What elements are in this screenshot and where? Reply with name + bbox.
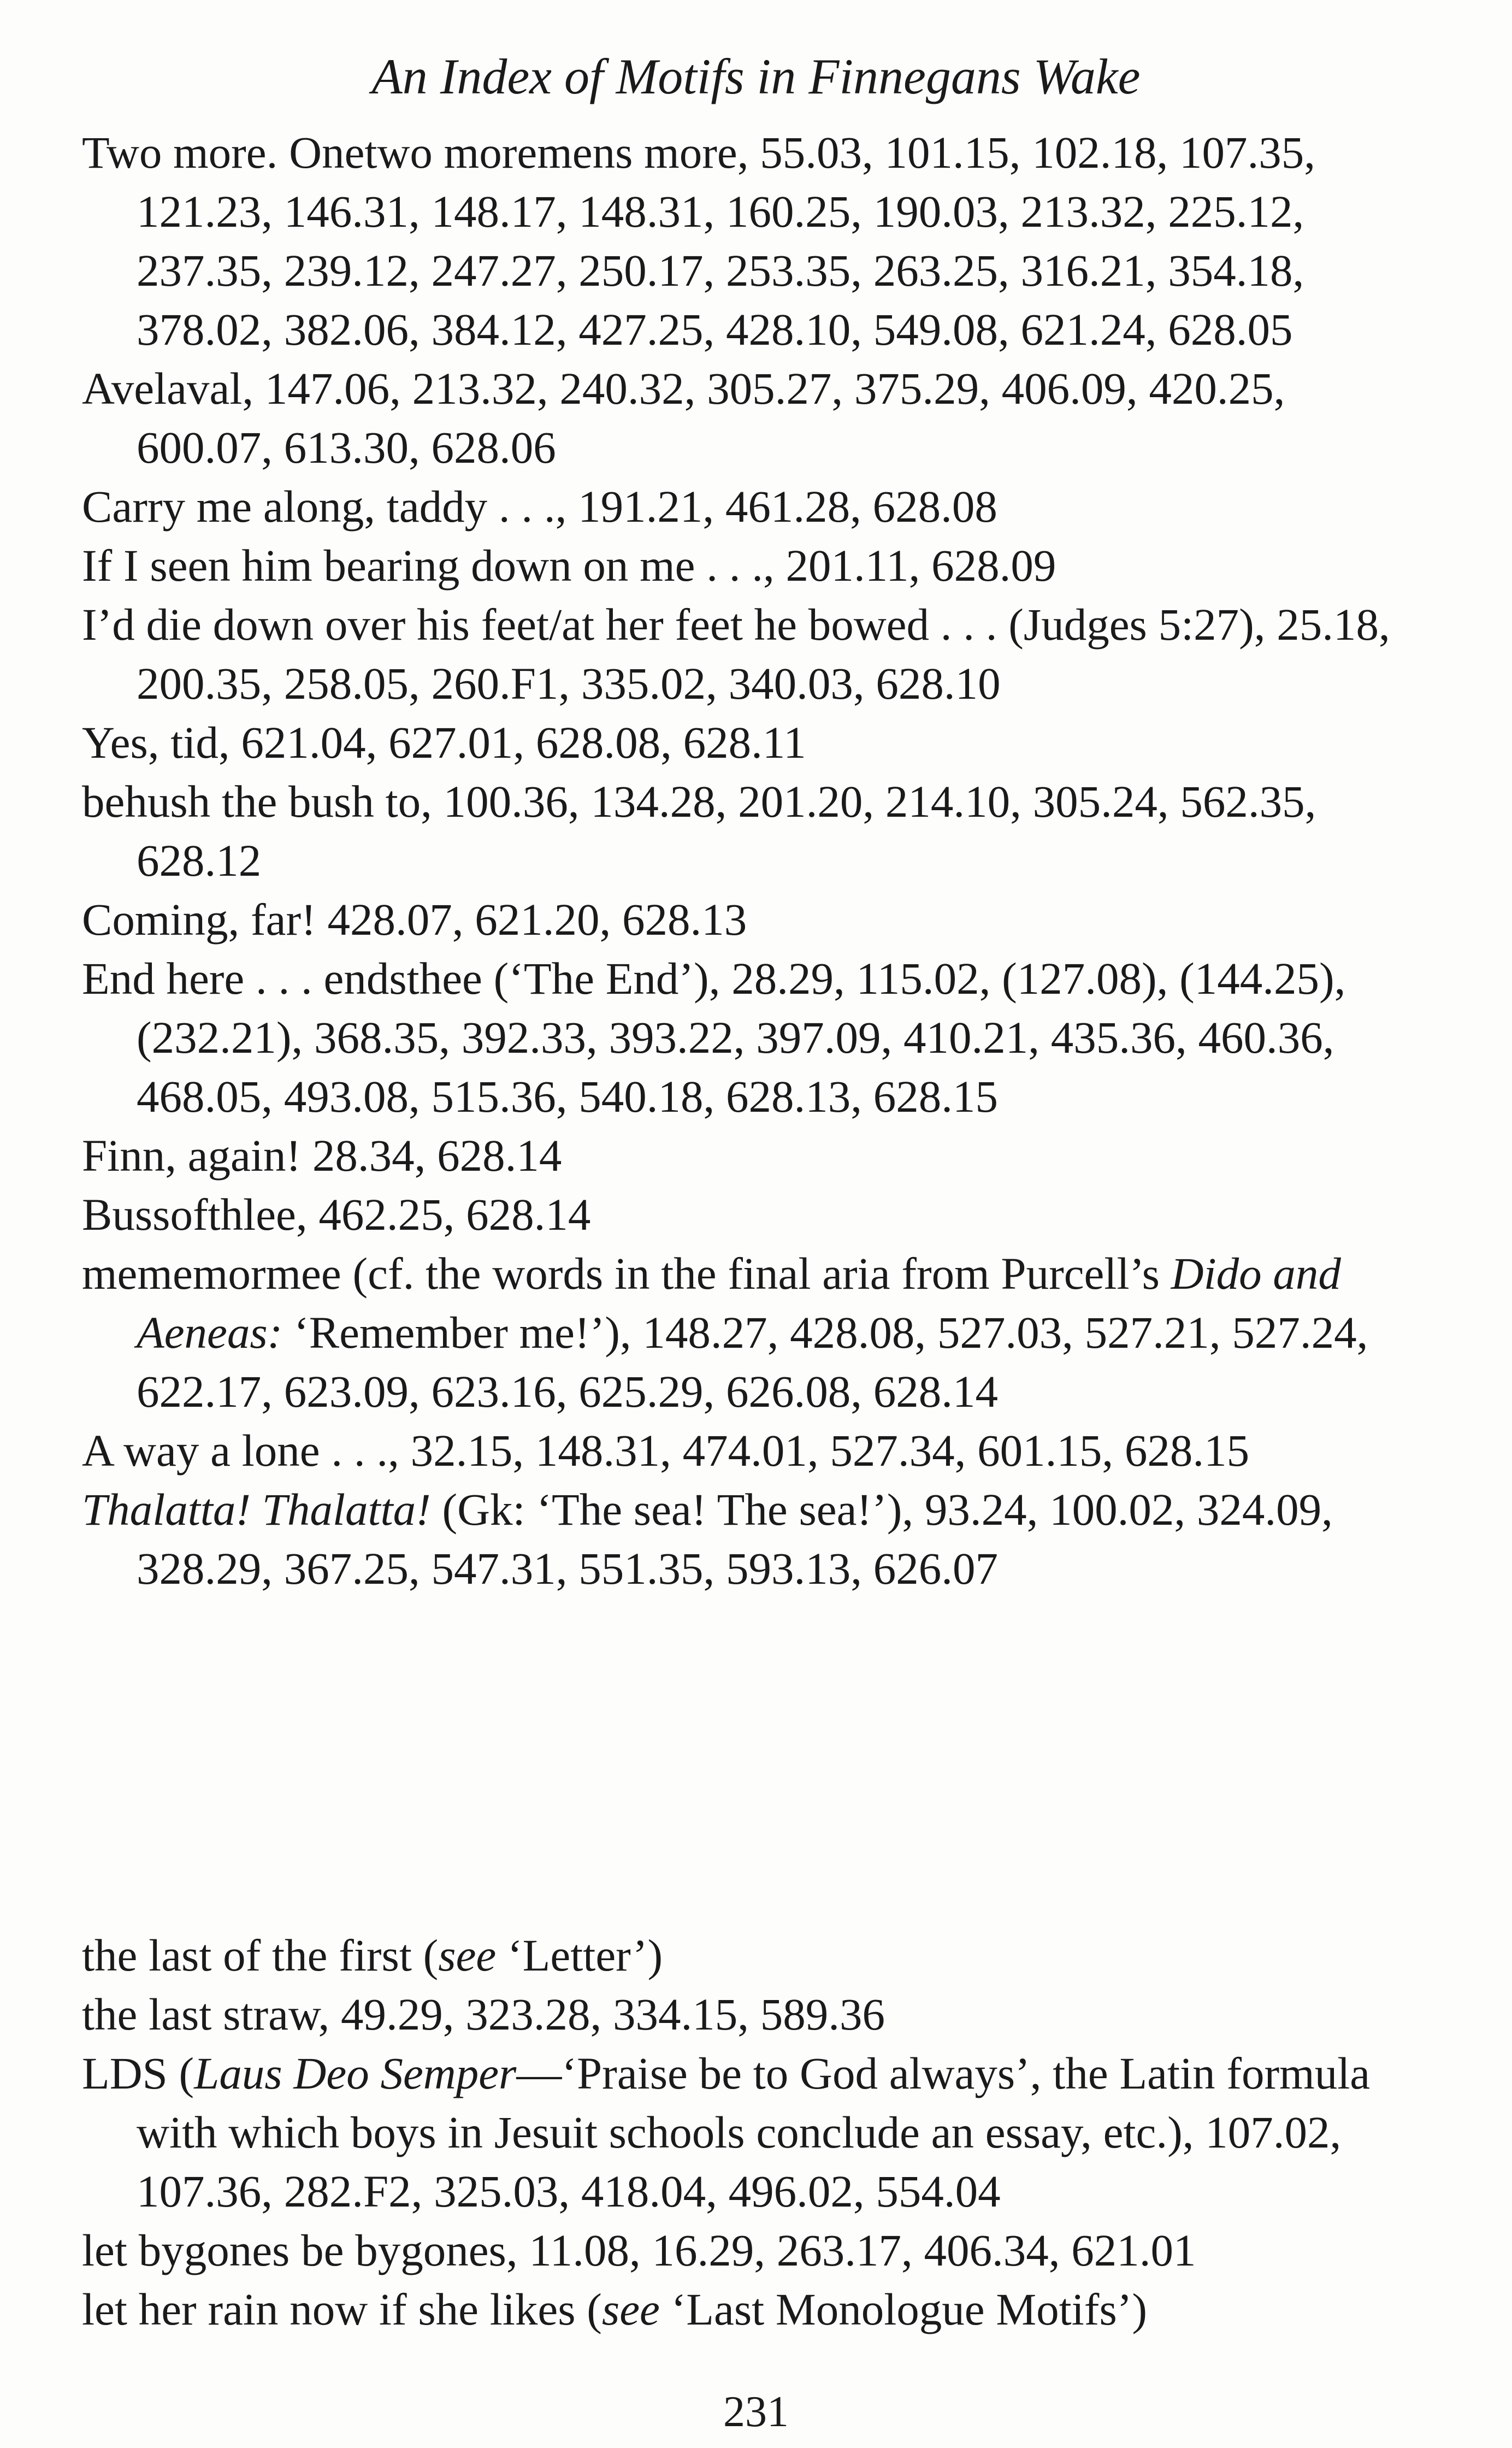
index-entry <box>82 949 1404 1126</box>
entry-text: ‘Last Monologue Motifs’) <box>659 2284 1148 2334</box>
page-number: 231 <box>723 2388 789 2436</box>
index-entry <box>82 2280 1404 2339</box>
index-entry <box>82 2044 1404 2221</box>
italic-text: see <box>438 1930 497 1980</box>
entry-text: —‘Praise be to God always’, the Latin formula with which boys in Jesuit schools conclude an essay, etc.), 107.02, 107.36, 282.F2, 325.03, 418.04, 496.02, 554.04 <box>137 2048 1371 2216</box>
entry-text: Coming, far! 428.07, 621.20, 628.13 <box>82 894 747 945</box>
index-entry <box>82 713 1404 772</box>
index-entry <box>82 1126 1404 1185</box>
index-entry <box>82 536 1404 595</box>
entry-text: If I seen him bearing down on me . . ., 201.11, 628.09 <box>82 540 1056 591</box>
entry-text: the last straw, 49.29, 323.28, 334.15, 589.36 <box>82 1989 885 2039</box>
index-entry <box>82 1480 1404 1598</box>
index-entry <box>82 123 1404 359</box>
index-entry <box>82 1185 1404 1244</box>
index-entry <box>82 772 1404 890</box>
entry-text: Carry me along, taddy . . ., 191.21, 461.28, 628.08 <box>82 481 997 532</box>
entry-text: Avelaval, 147.06, 213.32, 240.32, 305.27, 375.29, 406.09, 420.25, 600.07, 613.30, 628.06 <box>82 363 1285 473</box>
entry-text: the last of the first ( <box>82 1930 439 1980</box>
entry-text: behush the bush to, 100.36, 134.28, 201.20, 214.10, 305.24, 562.35, 628.12 <box>82 776 1316 886</box>
index-entries-group-2 <box>82 1926 1404 2339</box>
entry-text: I’d die down over his feet/at her feet he bowed . . . (Judges 5:27), 25.18, 200.35, 258.05, 260.F1, 335.02, 340.03, 628.10 <box>82 599 1390 709</box>
entry-text: Yes, tid, 621.04, 627.01, 628.08, 628.11 <box>82 717 806 768</box>
index-entries-group-1 <box>82 123 1404 1598</box>
entry-text: Finn, again! 28.34, 628.14 <box>82 1130 562 1181</box>
index-entry <box>82 1244 1404 1421</box>
index-entry <box>82 2221 1404 2280</box>
italic-text: see <box>601 2284 660 2334</box>
entry-text: LDS ( <box>82 2048 194 2098</box>
entry-text: let her rain now if she likes ( <box>82 2284 602 2334</box>
index-entry <box>82 1421 1404 1480</box>
italic-text: Laus Deo Semper <box>194 2048 517 2098</box>
entry-text: Bussofthlee, 462.25, 628.14 <box>82 1189 591 1240</box>
entry-text: ‘Letter’) <box>496 1930 663 1980</box>
index-entry <box>82 477 1404 536</box>
entry-text: End here . . . endsthee (‘The End’), 28.29, 115.02, (127.08), (144.25), (232.21), 368.35, 392.33, 393.22, 397.09, 410.21, 435.36, 460.36, 468.05, 493.08, 515.36, 540.18, 628.13, 628.15 <box>82 953 1346 1122</box>
italic-text: Thalatta! Thalatta! <box>82 1484 431 1535</box>
entry-text: let bygones be bygones, 11.08, 16.29, 263.17, 406.34, 621.01 <box>82 2225 1196 2275</box>
entry-text: ‘Remember me!’), 148.27, 428.08, 527.03, 527.21, 527.24, 622.17, 623.09, 623.16, 625.29, 626.08, 628.14 <box>137 1307 1368 1417</box>
index-entry <box>82 359 1404 477</box>
entry-text: A way a lone . . ., 32.15, 148.31, 474.01, 527.34, 601.15, 628.15 <box>82 1425 1250 1476</box>
running-head: An Index of Motifs in Finnegans Wake <box>371 49 1141 104</box>
entry-text: mememormee (cf. the words in the final aria from Purcell’s <box>82 1248 1171 1299</box>
index-entry <box>82 890 1404 949</box>
italic-text: Dido and Aeneas: <box>137 1248 1341 1358</box>
index-entry <box>82 595 1404 713</box>
entry-text: Two more. Onetwo moremens more, 55.03, 101.15, 102.18, 107.35, 121.23, 146.31, 148.17, 148.31, 160.25, 190.03, 213.32, 225.12, 237.35, 239.12, 247.27, 250.17, 253.35, 263.25, 316.21, 354.18, 378.02, 382.06, 384.12, 427.25, 428.10, 549.08, 621.24, 628.05 <box>82 127 1315 355</box>
index-entry <box>82 1926 1404 1985</box>
index-entry <box>82 1985 1404 2044</box>
entry-text: (Gk: ‘The sea! The sea!’), 93.24, 100.02, 324.09, 328.29, 367.25, 547.31, 551.35, 593.13, 626.07 <box>137 1484 1333 1594</box>
